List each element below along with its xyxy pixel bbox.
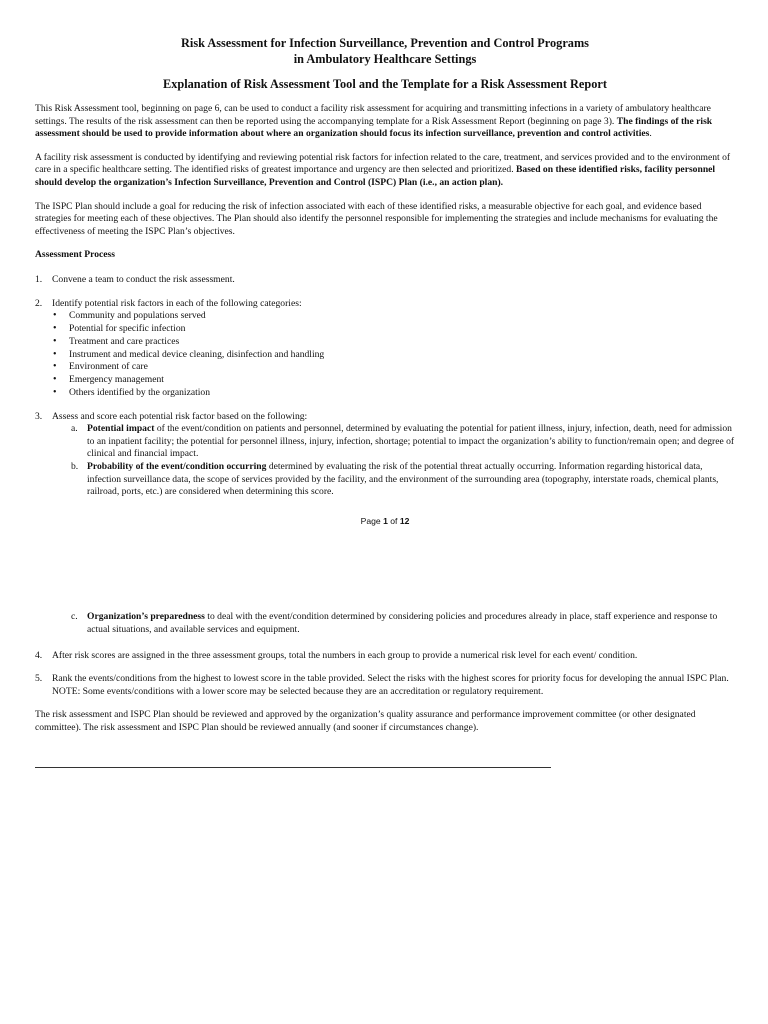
document-page [35,36,735,768]
page-label: Page [360,515,384,526]
step-3b-bold: Probability of the event/condition occurring [87,461,267,473]
step-4 [35,650,735,663]
list-item: • Potential for specific infection [52,323,735,336]
intro-p2-bold: Based on these identified risks, facility personnel should develop the organization’s Infection Surveillance, Prevention and Control (ISPC) Plan (i.e., an action plan). [35,164,716,188]
step-3 [35,411,735,499]
list-item: • Instrument and medical device cleaning, disinfection and handling [52,349,735,362]
step-5 [35,673,735,698]
closing-paragraph: The risk assessment and ISPC Plan should be reviewed and approved by the organization’s quality assurance and performance improvement committee (or other designated committee). The risk assessment and ISPC Plan should be reviewed annually (and sooner if circumstances change). [35,709,696,734]
step-2 [35,298,735,400]
list-item: • Community and populations served [52,310,735,323]
page-break-gap [35,527,735,611]
document-title [35,36,735,67]
title-line-1: Risk Assessment for Infection Surveillance, Prevention and Control Programs [181,36,589,50]
page-current: 1 [383,515,388,526]
step-1 [35,274,735,287]
step-3b [71,461,735,499]
step-3b-letter: b. [71,461,79,473]
intro-p1-bold: The findings of the risk assessment should be used to provide information about where an organization should focus its infection surveillance, prevention and control activities [35,115,713,140]
page-total: 12 [399,515,410,526]
risk-category-list [35,310,735,400]
step-5-number: 5. [35,673,43,685]
intro-paragraph-2 [35,152,735,190]
step-3c-letter: c. [71,611,78,623]
intro-paragraph-3: The ISPC Plan should include a goal for reducing the risk of infection associated with each of these identified risks, a measurable objective for each goal, and evidence based strategies for meeting each of these objectives. The Plan should also identify the personnel responsible for implementing the strategies and include mechanisms for evaluating the effectiveness of meeting the ISPC Plan’s objectives. [35,200,718,237]
intro-p1-end: . [649,128,652,140]
step-2-number: 2. [35,297,43,309]
step-3-text: Assess and score each potential risk factor based on the following: [52,410,308,422]
title-line-2: in Ambulatory Healthcare Settings [293,51,477,66]
document-subtitle: Explanation of Risk Assessment Tool and the Template for a Risk Assessment Report [163,77,607,91]
step-3a-bold: Potential impact [87,423,155,435]
page-number [35,515,735,528]
step-3a-letter: a. [71,423,78,435]
step-3c [71,611,735,636]
step-3c-text: to deal with the event/condition determined by considering policies and procedures already in place, staff experience and response to actual situations, and available services and equipment. [87,611,718,636]
step-3c-bold: Organization’s preparedness [87,611,205,623]
list-item: • Emergency management [52,374,735,387]
assessment-process-heading: Assessment Process [35,249,116,261]
list-item: • Treatment and care practices [52,336,735,349]
list-item: • Others identified by the organization [52,387,735,400]
intro-paragraph-1 [35,103,735,141]
step-3a [71,423,735,461]
list-item: • Environment of care [52,361,735,374]
step-5-text: Rank the events/conditions from the highest to lowest score in the table provided. Select the risks with the highest scores for priority focus for developing the annual ISPC Plan. NOTE: Some events/conditions with a lower score may be selected because they are an accreditation or regulatory requirement. [52,673,729,697]
footnote-divider [35,767,551,768]
intro-p2-text: A facility risk assessment is conducted by identifying and reviewing potential risk factors for infection related to the care, treatment, and services provided and to the environment of care in a specific healthcare setting. The identified risks of greatest importance and urgency are then selected and prioritized. [35,151,731,176]
step-3-number: 3. [35,410,43,422]
step-4-text: After risk scores are assigned in the three assessment groups, total the numbers in each group to provide a numerical risk level for each event/ condition. [52,649,638,661]
step-1-number: 1. [35,273,43,285]
step-4-number: 4. [35,649,43,661]
step-3b-text: determined by evaluating the risk of the potential threat actually occurring. Information regarding historical data, infection surveillance data, the scope of services provided by the facility, and the environment of the surrounding area (topography, interstate roads, chemical plants, railroad, ports, etc.) are considered when determining this score. [87,461,719,498]
intro-p1-text: This Risk Assessment tool, beginning on page 6, can be used to conduct a facility risk assessment for acquiring and transmitting infections in a variety of ambulatory healthcare settings. The results of the risk assessment can then be reported using the accompanying template for a Risk Assessment Report (beginning on page 3). [35,103,711,127]
step-1-text: Convene a team to conduct the risk assessment. [52,273,235,285]
page-of: of [387,515,400,526]
step-2-text: Identify potential risk factors in each of the following categories: [52,297,302,309]
step-3a-text: of the event/condition on patients and personnel, determined by evaluating the potential for patient illness, injury, infection, death, need for admission to an inpatient facility; the potential for personnel illness, injury, infection, shortage; potential to impact the organization’s ability to function/remain open; and degree of clinical and financial impact. [87,423,735,460]
